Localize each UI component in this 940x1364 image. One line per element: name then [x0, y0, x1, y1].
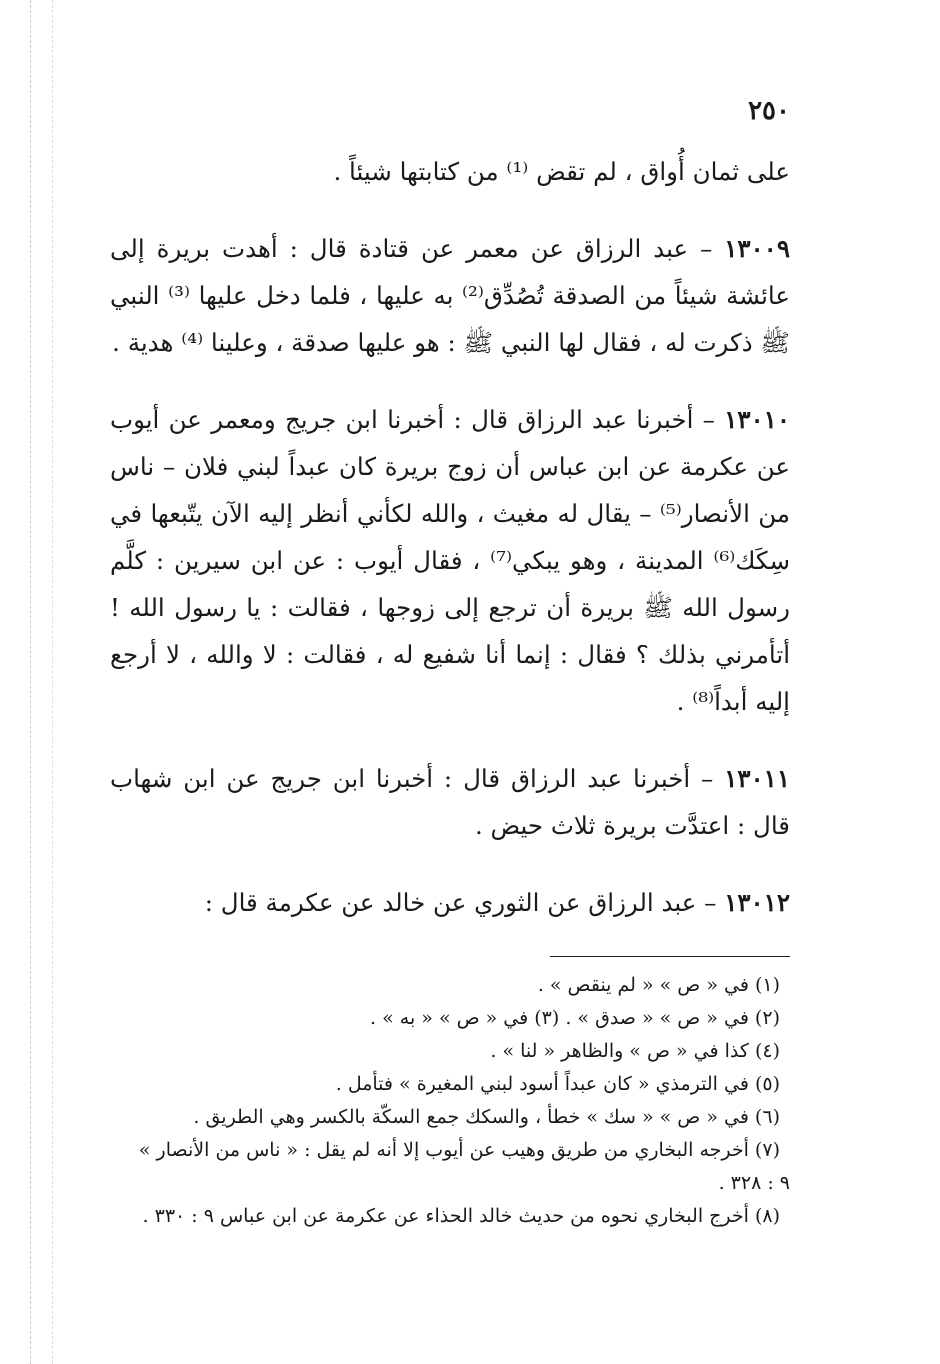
hadith-paragraph — [110, 755, 790, 849]
scan-edge-line — [30, 0, 31, 1364]
footnote-continuation: ٩ : ٣٢٨ . — [718, 1172, 790, 1194]
hadith-paragraph — [110, 879, 790, 926]
paragraph-text: – عبد الرزاق عن معمر عن قتادة قال : أهدت بريرة إلى عائشة شيئاً من الصدقة تُصُدِّق⁽²⁾ به عليها ، فلما دخل عليها ⁽³⁾ النبي ﷺ ذكرت له ، فقال لها النبي ﷺ : هو عليها صدقة ، وعلينا ⁽⁴⁾ هدية . — [110, 234, 790, 357]
hadith-paragraph — [110, 225, 790, 366]
paragraph-text: – أخبرنا عبد الرزاق قال : أخبرنا ابن جريج عن ابن شهاب قال : اعتدَّت بريرة ثلاث حيض . — [110, 764, 790, 840]
hadith-number: ١٣٠٠٩ — [724, 234, 790, 263]
scan-edge-line — [52, 0, 53, 1364]
footnote: (٤) كذا في « ص » والظاهر « لنا » . — [490, 1040, 780, 1062]
footnote-divider — [550, 956, 790, 957]
footnote: (٨) أخرج البخاري نحوه من حديث خالد الحذاء عن عكرمة عن ابن عباس ٩ : ٣٣٠ . — [142, 1205, 780, 1227]
page-number: ٢٥٠ — [748, 96, 790, 126]
footnote: (١) في « ص » « لم ينقص » . — [537, 974, 780, 996]
footnote: (٥) في الترمذي « كان عبداً أسود لبني المغيرة » فتأمل . — [335, 1073, 780, 1095]
text-paragraph — [110, 148, 790, 195]
footnote: (٢) في « ص » « صدق » . (٣) في « ص » « به » . — [370, 1007, 780, 1029]
paragraph-text: على ثمان أُواق ، لم تقض ⁽¹⁾ من كتابتها شيئاً . — [333, 157, 790, 186]
hadith-number: ١٣٠١١ — [724, 764, 790, 793]
paragraph-text: – عبد الرزاق عن الثوري عن خالد عن عكرمة قال : — [204, 888, 725, 917]
book-page — [110, 96, 790, 1233]
hadith-number: ١٣٠١٠ — [724, 405, 790, 434]
footnote: (٧) أخرجه البخاري من طريق وهيب عن أيوب إلا أنه لم يقل : « ناس من الأنصار » — [138, 1139, 780, 1161]
hadith-paragraph — [110, 396, 790, 725]
paragraph-text: – أخبرنا عبد الرزاق قال : أخبرنا ابن جريج ومعمر عن أيوب عن عكرمة عن ابن عباس أن زوج بريرة كان عبداً لبني فلان – ناس من الأنصار⁽⁵⁾ – يقال له مغيث ، والله لكأني أنظر إليه الآن يتّبعها في سِكَك⁽⁶⁾ المدينة ، وهو يبكي⁽⁷⁾ ، فقال أيوب : عن ابن سيرين : كلَّم رسول الله ﷺ بريرة أن ترجع إلى زوجها ، فقالت : يا رسول الله ! أتأمرني بذلك ؟ فقال : إنما أنا شفيع له ، فقالت : لا والله ، لا أرجع إليه أبداً⁽⁸⁾ . — [110, 405, 790, 716]
footnotes — [110, 969, 790, 1233]
footnote: (٦) في « ص » « سك » خطأ ، والسكك جمع السكّة بالكسر وهي الطريق . — [193, 1106, 780, 1128]
hadith-number: ١٣٠١٢ — [724, 888, 790, 917]
